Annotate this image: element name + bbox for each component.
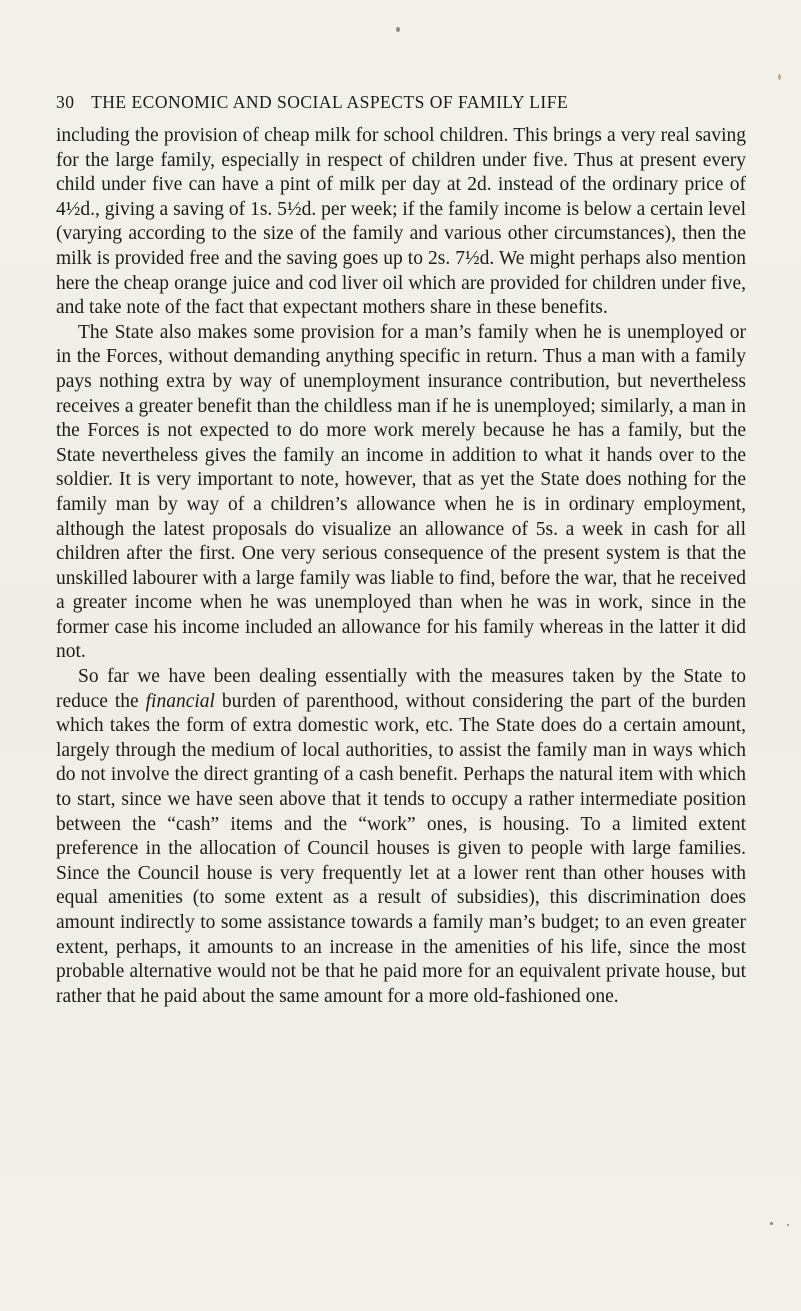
paragraph-text: including the provision of cheap milk for school children. This brings a very real saving for the large family, especially in respect of children under five. Thus at present every child under five can have a pint of milk per day at 2d. instead of the ordinary price of 4½d., giving a saving of 1s. 5½d. per week; if the family income is below a certain level (varying according to the size of the family and various other circumstances), then the milk is provided free and the saving goes up to 2s. 7½d. We might perhaps also mention here the cheap orange juice and cod liver oil which are provided for children under five, and take note of the fact that expectant mothers share in these benefits. [56,125,746,319]
page-number: 30 [56,92,75,112]
paper-speck [778,74,781,80]
paragraph-text: So far we have been dealing essentially with the measures taken by the State to reduce the [56,666,746,712]
paragraph-text: The State also makes some provision for a man’s family when he is unemployed or in the Forces, without demanding anything specific in return. Thus a man with a family pays nothing extra by way of unemployment insurance contribution, but nevertheless receives a greater benefit than the childless man if he is unemployed; similarly, a man in the Forces is not expected to do more work merely because he has a family, but the State nevertheless gives the family an income in addition to what it hands over to the soldier. It is very important to note, however, that as yet the State does nothing for the family man by way of a children’s allowance when he is in ordinary employment, although the latest proposals do visualize an allowance of 5s. a week in cash for all children after the first. One very serious consequence of the present system is that the unskilled labourer with a large family was liable to find, before the war, that he received a greater income when he was unemployed than when he was in work, since in the former case his income included an allowance for his family whereas in the latter it did not. [56,321,746,663]
running-head-title: THE ECONOMIC AND SOCIAL ASPECTS OF FAMILY LIFE [91,92,569,112]
paragraph-1 [56,124,746,321]
paragraph-2 [56,321,746,665]
paper-speck [770,1222,773,1225]
paper-speck [787,1224,789,1226]
paragraph-text-continued: burden of parenthood, without considering the part of the burden which takes the form of extra domestic work, etc. The State does do a certain amount, largely through the medium of local authorities, to assist the family man in ways which do not involve the direct granting of a cash benefit. Perhaps the natural item with which to start, since we have seen above that it tends to occupy a rather intermediate position between the “cash” items and the “work” ones, is housing. To a limited extent preference in the allocation of Council houses is given to people with large families. Since the Council house is very frequently let at a lower rent than other houses with equal amenities (to some extent as a result of subsidies), this discrimination does amount indirectly to some assistance towards a family man’s budget; to an even greater extent, perhaps, it amounts to an increase in the amenities of his life, since the most probable alternative would not be that he paid more for an equivalent private house, but rather that he paid about the same amount for a more old-fashioned one. [56,690,746,1007]
paragraph-3 [56,665,746,1009]
body-text [56,124,746,1009]
paper-speck [396,27,400,32]
running-head [56,92,746,113]
emphasized-word: financial [145,690,215,712]
